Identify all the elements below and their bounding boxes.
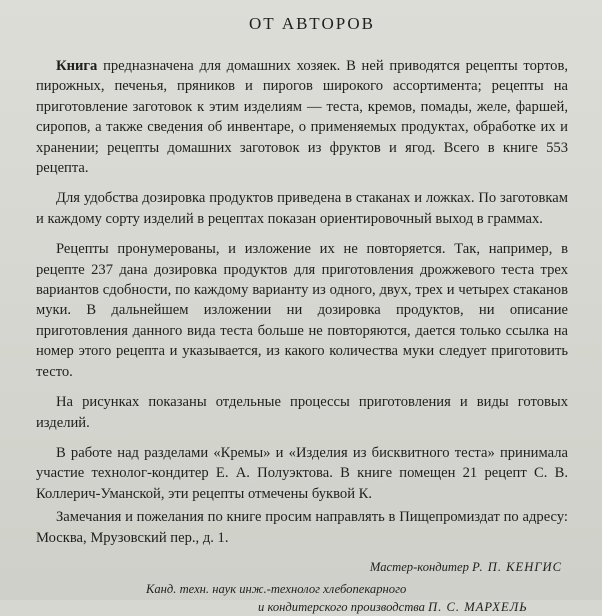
intro-lead-word: Книга xyxy=(56,58,98,74)
signature-markhel-role-line2: и кондитерского производства xyxy=(258,599,425,614)
signature-markhel xyxy=(258,598,568,616)
page-title: ОТ АВТОРОВ xyxy=(248,14,376,33)
paragraph-numbering: Рецепты пронумерованы, и изложение их не повторяется. Так, например, в рецепте 237 дана дозировка продуктов для приготовления дрожжевого теста трех вариантов сдобности, по каждому варианту из одного, двух, трех и четырех стаканов муки. В дальнейшем изложении ни дозировка продуктов, ни описание приготовления данного вида теста больше не повторяются, дается только ссылка на номер этого рецепта и указывается, из какого количества муки следует приготовить тесто. xyxy=(36,241,568,380)
paragraph-contributors: В работе над разделами «Кремы» и «Изделия из бисквитного теста» принимала участие технолог-кондитер Е. А. Полуэктова. В книге помещен 21 рецепт С. В. Коллерич-Уманской, эти рецепты отмечены буквой К. xyxy=(36,444,568,502)
paragraph-dosage: Для удобства дозировка продуктов приведена в стаканах и ложках. По заготовкам и каждому сорту изделий в рецептах показан ориентировочный выход в граммах. xyxy=(36,190,568,227)
signature-kengis-name: Р. П. КЕНГИС xyxy=(472,559,562,574)
signature-markhel-name: П. С. МАРХЕЛЬ xyxy=(428,599,528,614)
intro-text: предназначена для домашних хозяек. В ней приводятся рецепты тортов, пирожных, печенья, пряников и пирогов широкого ассортимента; рецепты на приготовление заготовок к этим изделиям — теста, кремов, помады, желе, фаршей, сиропов, а также сведения об инвентаре, о применяемых продуктах, обработке их и хранении; рецепты домашних заготовок из фруктов и ягод. Всего в книге 553 рецепта. xyxy=(36,58,568,177)
signature-kengis xyxy=(36,558,568,576)
signature-markhel-role-line1: Канд. техн. наук инж.-технолог хлебопекарного xyxy=(146,581,407,596)
paragraph-intro xyxy=(36,56,568,178)
signatures xyxy=(36,558,568,616)
paragraph-illustrations: На рисунках показаны отдельные процессы приготовления и виды готовых изделий. xyxy=(36,394,568,431)
signature-kengis-role: Мастер-кондитер xyxy=(369,559,469,574)
paragraph-feedback: Замечания и пожелания по книге просим направлять в Пищепромиздат по адресу: Москва, Мрузовский пер., д. 1. xyxy=(36,509,568,546)
